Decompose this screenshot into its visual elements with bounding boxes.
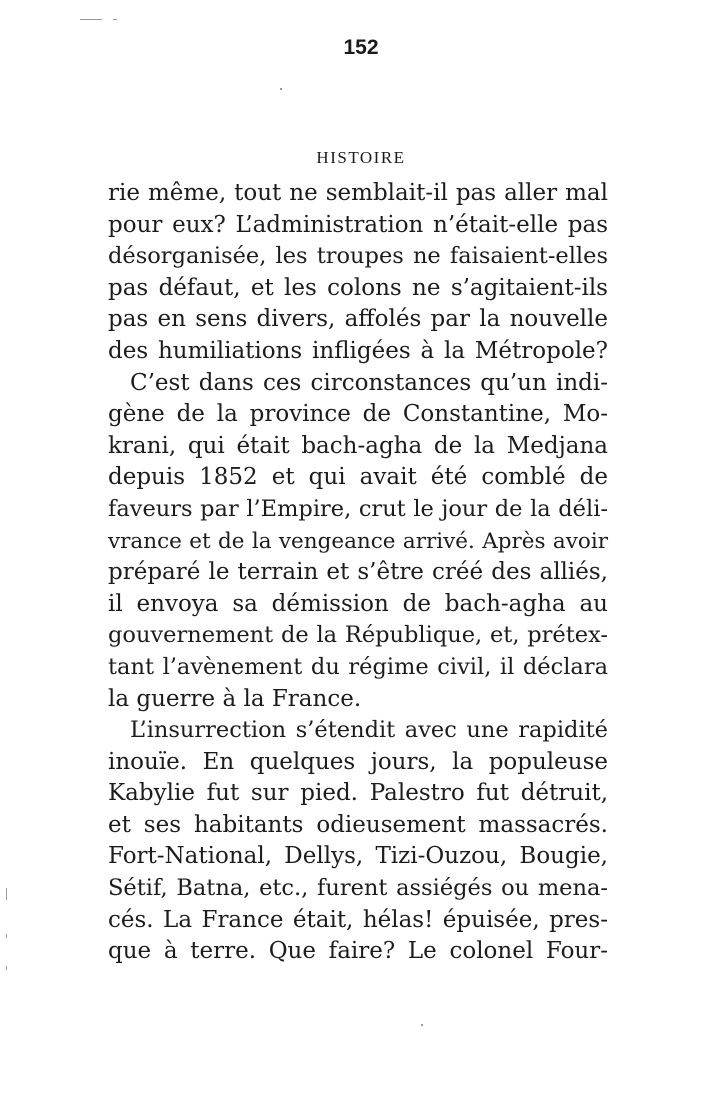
text-line: des humiliations infligées à la Métropole? [108, 337, 608, 364]
text-line: et ses habitants odieusement massacrés. [108, 811, 608, 838]
text-line: Kabylie fut sur pied. Palestro fut détruit, [108, 780, 608, 807]
text-line: que à terre. Que faire? Le colonel Four- [108, 938, 608, 965]
text-line: gouvernement de la République, et, prétex- [108, 622, 608, 649]
margin-mark [6, 934, 7, 938]
text-line: la guerre à la France. [108, 685, 362, 712]
text-line: C’est dans ces circonstances qu’un indi- [130, 369, 608, 396]
text-line: gène de la province de Constantine, Mo- [108, 401, 608, 428]
text-line: Sétif, Batna, etc., furent assiégés ou mena- [108, 875, 608, 902]
margin-mark [6, 888, 7, 900]
text-line: préparé le terrain et s’être créé des alliés, [108, 559, 608, 586]
text-line: il envoya sa démission de bach-agha au [108, 590, 608, 617]
body-text [108, 178, 608, 968]
text-line: depuis 1852 et qui avait été comblé de [108, 464, 608, 491]
dust-speck [280, 88, 282, 90]
text-line: rie même, tout ne semblait-il pas aller mal [108, 180, 608, 206]
text-line: pour eux? L’administration n’était-elle pas [108, 211, 608, 238]
text-line: L’insurrection s’étendit avec une rapidité [130, 717, 608, 744]
corner-smudge [80, 19, 102, 20]
text-line: faveurs par l’Empire, crut le jour de la déli- [108, 495, 608, 522]
text-line: pas défaut, et les colons ne s’agitaient-ils [108, 274, 608, 301]
text-line: pas en sens divers, affolés par la nouvelle [108, 306, 608, 333]
page-number: 152 [343, 36, 379, 59]
text-line: krani, qui était bach-agha de la Medjana [108, 432, 608, 459]
text-line: vrance et de la vengeance arrivé. Après avoir [108, 528, 608, 554]
margin-mark [6, 966, 7, 970]
text-line: tant l’avènement du régime civil, il déclara [108, 653, 608, 680]
text-line: cés. La France était, hélas! épuisée, pres- [108, 906, 608, 933]
text-line: inouïe. En quelques jours, la populeuse [108, 748, 608, 775]
text-line: désorganisée, les troupes ne faisaient-elles [108, 243, 608, 270]
corner-smudge [113, 19, 117, 20]
dust-speck [421, 1024, 423, 1026]
text-line: Fort-National, Dellys, Tizi-Ouzou, Bougie, [108, 843, 608, 870]
running-head: HISTOIRE [316, 148, 406, 167]
